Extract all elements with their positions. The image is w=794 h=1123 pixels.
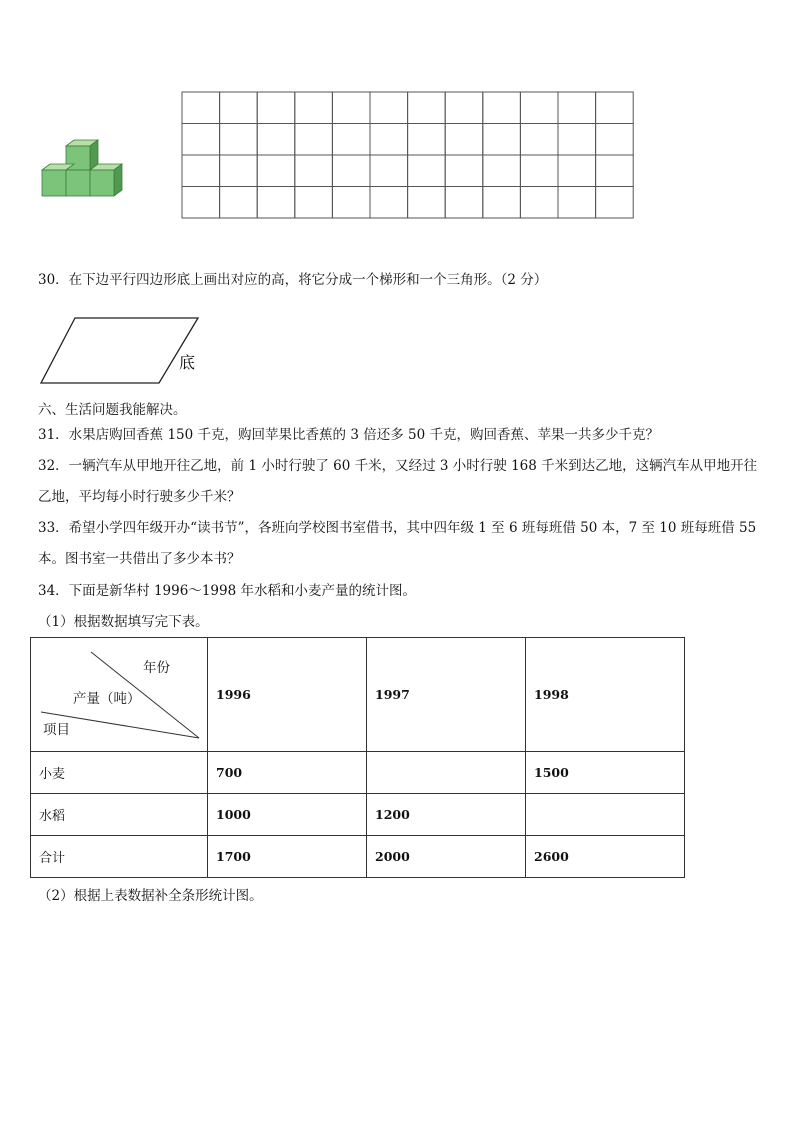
grid-cell — [220, 124, 258, 156]
grid-cell — [520, 187, 558, 219]
grid-cell — [483, 124, 521, 156]
grid-cell — [408, 187, 446, 219]
header-year-label: 年份 — [143, 660, 170, 676]
header-item-label: 项目 — [43, 722, 70, 738]
grid-cell — [332, 187, 370, 219]
square-grid — [180, 90, 635, 220]
base-label: 底 — [179, 353, 196, 372]
question-33-line1: 33．希望小学四年级开办“读书节”，各班向学校图书室借书，其中四年级 1 至 6 班每班借 50 本，7 至 10 班每班借 55 — [38, 520, 757, 536]
grid-cell — [370, 92, 408, 124]
grid-cell — [257, 155, 295, 187]
cube-stack-figure — [40, 138, 130, 200]
grid-cell — [220, 92, 258, 124]
grid-cell — [257, 92, 295, 124]
row-label: 合计 — [31, 836, 208, 878]
grid-cell — [370, 124, 408, 156]
header-output-label: 产量（吨） — [73, 691, 141, 707]
year-header: 1997 — [367, 638, 526, 752]
cube-bottom-middle — [66, 170, 90, 196]
grid-cell — [182, 155, 220, 187]
grid-cell — [182, 92, 220, 124]
row-label: 小麦 — [31, 752, 208, 794]
grid-cell — [408, 92, 446, 124]
grid-cell — [596, 124, 634, 156]
grid-cell — [332, 92, 370, 124]
grid-cell — [558, 92, 596, 124]
grid-cell — [558, 155, 596, 187]
question-34-part1: （1）根据数据填写完下表。 — [38, 614, 209, 630]
question-32-line2: 乙地，平均每小时行驶多少千米？ — [38, 489, 241, 505]
table-cell: 1000 — [208, 794, 367, 836]
grid-cell — [408, 124, 446, 156]
grid-cell — [483, 92, 521, 124]
grid-cell — [295, 92, 333, 124]
table-cell: 1500 — [526, 752, 685, 794]
grid-cell — [596, 92, 634, 124]
table-cell: 2600 — [526, 836, 685, 878]
grid-cell — [596, 155, 634, 187]
grid-cell — [295, 155, 333, 187]
table-row-total — [31, 836, 685, 878]
year-header: 1996 — [208, 638, 367, 752]
cube-bottom-right — [90, 164, 122, 196]
diagonal-header-cell — [31, 638, 208, 752]
grid-cell — [520, 124, 558, 156]
grid-cell — [257, 187, 295, 219]
grid-cell — [445, 155, 483, 187]
table-cell-blank[interactable] — [526, 794, 685, 836]
year-header: 1998 — [526, 638, 685, 752]
grid-cell — [445, 124, 483, 156]
grid-cell — [370, 155, 408, 187]
grid-cell — [558, 187, 596, 219]
table-cell: 1700 — [208, 836, 367, 878]
grid-cell — [483, 155, 521, 187]
row-label: 水稻 — [31, 794, 208, 836]
grid-cell — [408, 155, 446, 187]
table-cell: 2000 — [367, 836, 526, 878]
question-31: 31．水果店购回香蕉 150 千克，购回苹果比香蕉的 3 倍还多 50 千克，购回香蕉、苹果一共多少千克？ — [38, 427, 659, 443]
grid-cell — [596, 187, 634, 219]
grid-cell — [332, 155, 370, 187]
question-33-line2: 本。图书室一共借出了多少本书？ — [38, 551, 241, 567]
table-cell: 1200 — [367, 794, 526, 836]
table-cell: 700 — [208, 752, 367, 794]
table-cell-blank[interactable] — [367, 752, 526, 794]
table-row-wheat — [31, 752, 685, 794]
grid-cell — [295, 124, 333, 156]
grid-cell — [445, 92, 483, 124]
grid-cell — [332, 124, 370, 156]
grid-cell — [220, 155, 258, 187]
question-32-line1: 32．一辆汽车从甲地开往乙地，前 1 小时行驶了 60 千米，又经过 3 小时行驶 168 千米到达乙地，这辆汽车从甲地开往 — [38, 458, 758, 474]
grid-cell — [520, 92, 558, 124]
question-30: 30．在下边平行四边形底上画出对应的高，将它分成一个梯形和一个三角形。（2 分） — [38, 272, 548, 288]
grid-cell — [220, 187, 258, 219]
grid-cell — [520, 155, 558, 187]
grid-cell — [558, 124, 596, 156]
grid-cell — [257, 124, 295, 156]
grid-cell — [370, 187, 408, 219]
grid-cell — [182, 187, 220, 219]
yield-table — [30, 637, 685, 878]
grid-cell — [295, 187, 333, 219]
table-row-rice — [31, 794, 685, 836]
grid-cell — [483, 187, 521, 219]
question-34-part2: （2）根据上表数据补全条形统计图。 — [38, 888, 263, 904]
grid-cell — [182, 124, 220, 156]
section-6-title: 六、生活问题我能解决。 — [38, 402, 187, 418]
grid-cell — [445, 187, 483, 219]
question-34: 34．下面是新华村 1996～1998 年水稻和小麦产量的统计图。 — [38, 583, 416, 599]
